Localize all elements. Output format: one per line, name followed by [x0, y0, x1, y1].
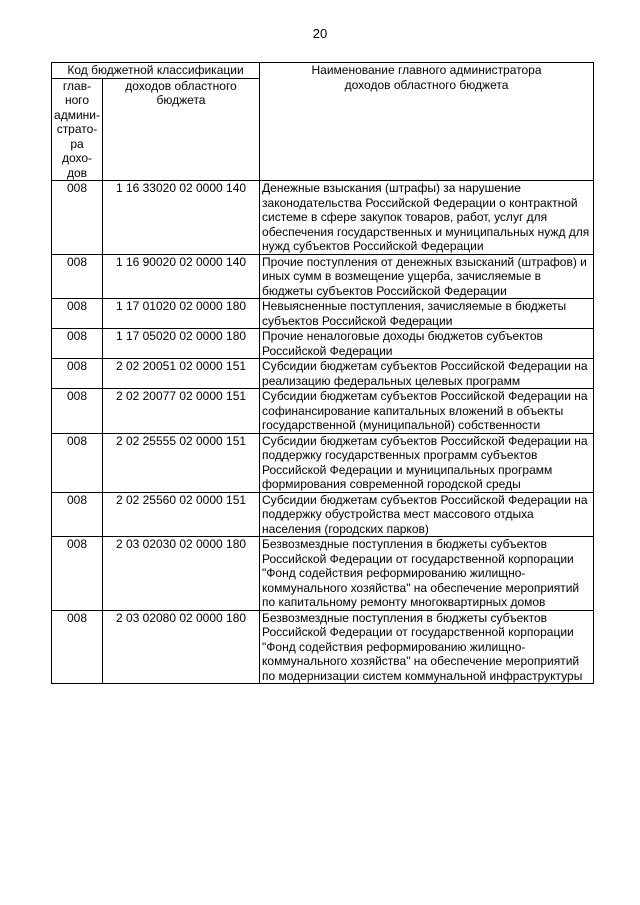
income-name-cell: Прочие поступления от денежных взысканий (штрафов) и иных сумм в возмещение ущерба, зачисляемые в бюджеты субъектов Российской Федерации	[260, 254, 594, 299]
table-row	[52, 254, 594, 299]
admin-code-cell: 008	[52, 389, 103, 434]
income-code-cell: 2 02 25560 02 0000 151	[103, 492, 260, 537]
income-code-cell: 2 03 02080 02 0000 180	[103, 610, 260, 684]
table-row	[52, 329, 594, 359]
income-name-cell: Субсидии бюджетам субъектов Российской Федерации на софинансирование капитальных вложений в объекты государственной (муниципальной) собственности	[260, 389, 594, 434]
income-code-cell: 1 16 90020 02 0000 140	[103, 254, 260, 299]
income-name-cell: Прочие неналоговые доходы бюджетов субъектов Российской Федерации	[260, 329, 594, 359]
income-code-cell: 2 02 20077 02 0000 151	[103, 389, 260, 434]
header-budget-classification-code: Код бюджетной классификации	[52, 63, 260, 79]
table-row	[52, 492, 594, 537]
table-row	[52, 433, 594, 492]
income-code-cell: 1 16 33020 02 0000 140	[103, 181, 260, 255]
admin-code-cell: 008	[52, 359, 103, 389]
header-main-administrator: глав- ного админи- страто- ра дохо- дов	[52, 78, 103, 181]
admin-code-cell: 008	[52, 254, 103, 299]
admin-code-cell: 008	[52, 181, 103, 255]
income-code-cell: 2 02 20051 02 0000 151	[103, 359, 260, 389]
admin-code-cell: 008	[52, 433, 103, 492]
admin-code-cell: 008	[52, 610, 103, 684]
admin-code-cell: 008	[52, 329, 103, 359]
budget-classification-table	[51, 62, 594, 684]
table-row	[52, 299, 594, 329]
income-name-cell: Безвозмездные поступления в бюджеты субъектов Российской Федерации от государственной корпорации "Фонд содействия реформированию жилищно-коммунального хозяйства" на обеспечение мероприятий по капитальному ремонту многоквартирных домов	[260, 537, 594, 611]
table-row	[52, 389, 594, 434]
income-name-cell: Субсидии бюджетам субъектов Российской Федерации на поддержку обустройства мест массового отдыха населения (городских парков)	[260, 492, 594, 537]
income-name-cell: Субсидии бюджетам субъектов Российской Федерации на реализацию федеральных целевых программ	[260, 359, 594, 389]
income-name-cell: Невыясненные поступления, зачисляемые в бюджеты субъектов Российской Федерации	[260, 299, 594, 329]
table-row	[52, 181, 594, 255]
page-number: 20	[312, 26, 328, 41]
income-code-cell: 1 17 01020 02 0000 180	[103, 299, 260, 329]
table-row	[52, 537, 594, 611]
income-code-cell: 2 03 02030 02 0000 180	[103, 537, 260, 611]
income-code-cell: 2 02 25555 02 0000 151	[103, 433, 260, 492]
income-name-cell: Безвозмездные поступления в бюджеты субъектов Российской Федерации от государственной корпорации "Фонд содействия реформированию жилищно-коммунального хозяйства" на обеспечение мероприятий по модернизации систем коммунальной инфраструктуры	[260, 610, 594, 684]
admin-code-cell: 008	[52, 492, 103, 537]
header-administrator-name: Наименование главного администратора доходов областного бюджета	[260, 63, 594, 181]
income-name-cell: Денежные взыскания (штрафы) за нарушение законодательства Российской Федерации о контрактной системе в сфере закупок товаров, работ, услуг для обеспечения государственных и муниципальных нужд для нужд субъектов Российской Федерации	[260, 181, 594, 255]
header-row-group	[52, 63, 594, 79]
income-name-cell: Субсидии бюджетам субъектов Российской Федерации на поддержку государственных программ субъектов Российской Федерации и муниципальных программ формирования современной городской среды	[260, 433, 594, 492]
header-regional-budget-income: доходов областного бюджета	[103, 78, 260, 181]
table-row	[52, 610, 594, 684]
admin-code-cell: 008	[52, 299, 103, 329]
table-body	[52, 181, 594, 684]
income-code-cell: 1 17 05020 02 0000 180	[103, 329, 260, 359]
admin-code-cell: 008	[52, 537, 103, 611]
table-row	[52, 359, 594, 389]
